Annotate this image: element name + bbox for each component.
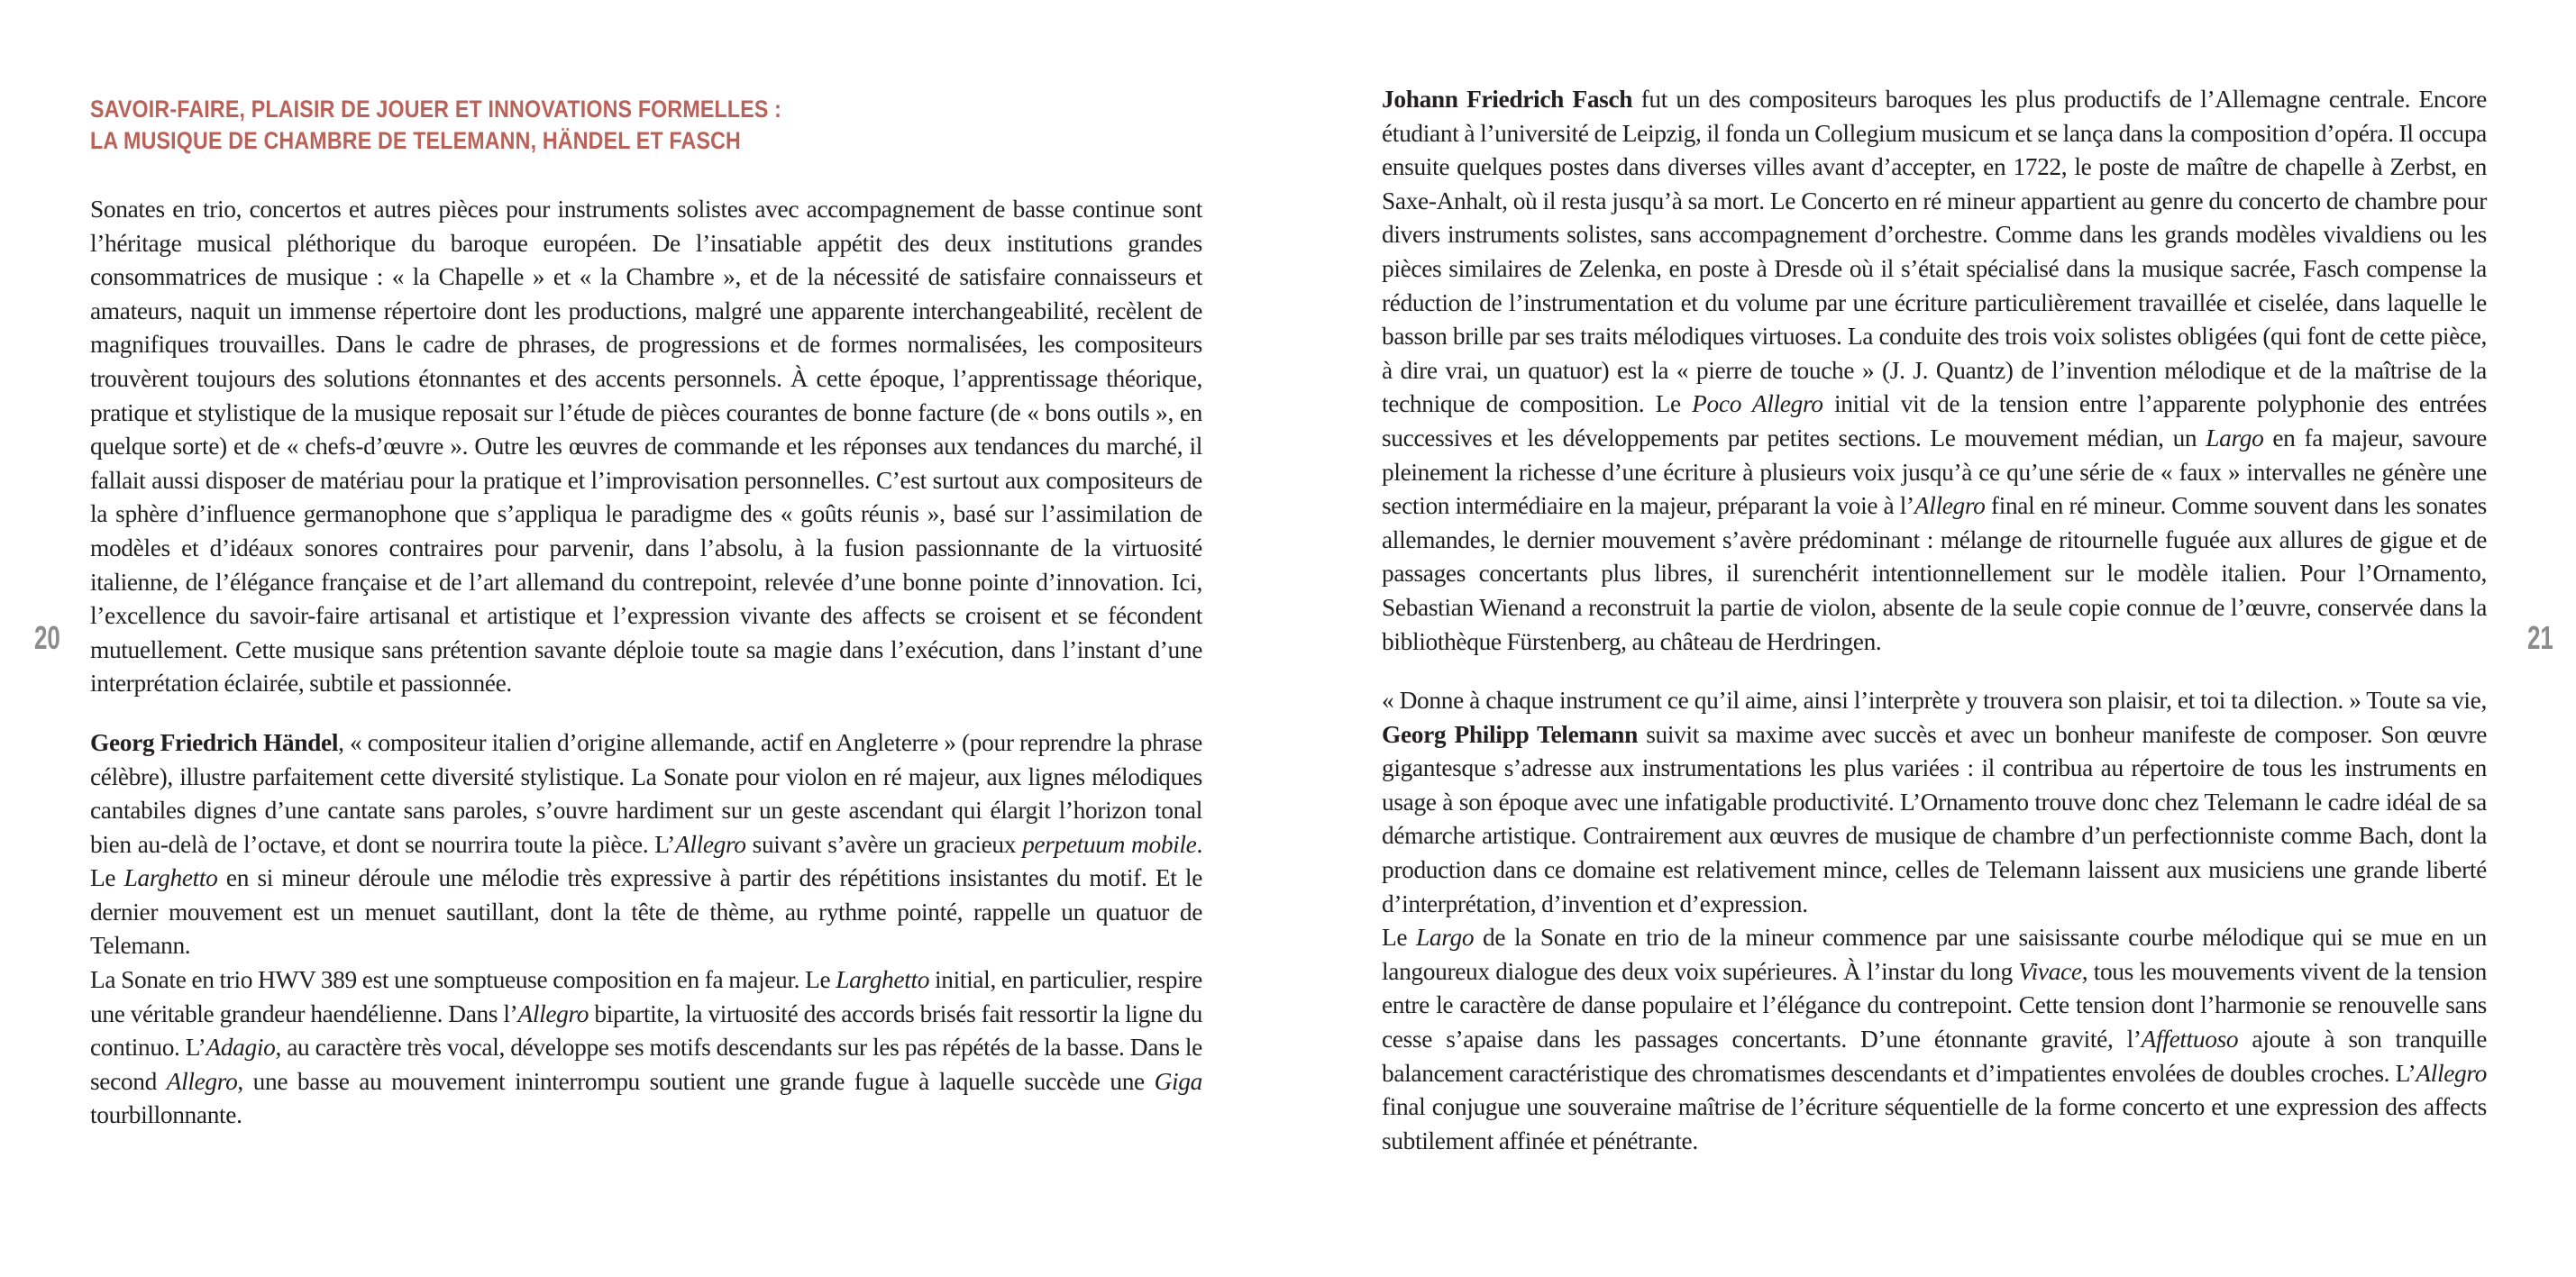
emphasized-term: Allegro xyxy=(1914,492,1986,520)
right-text-column xyxy=(1382,83,2487,1158)
composer-name: Johann Friedrich Fasch xyxy=(1382,86,1633,113)
right-page xyxy=(1288,0,2576,1277)
body-paragraph xyxy=(90,963,1202,1133)
emphasized-term: Allegro xyxy=(517,999,589,1027)
page-number-right: 21 xyxy=(2527,619,2553,656)
body-paragraph xyxy=(1382,921,2487,1158)
paragraph-text: « Donne à chaque instrument ce qu’il aime, ainsi l’interprète y trouvera son plaisir, et toi ta dilection. » Toute sa vie, xyxy=(1382,687,2487,715)
paragraph-text: bipartite, la virtuosité des accords brisés fait ressortir la ligne du continuo. L’ xyxy=(90,999,1202,1062)
paragraph-text: , au caractère très vocal, développe ses motifs descendants sur les pas répétés de la basse. Dans le second xyxy=(90,1034,1202,1095)
emphasized-term: Allegro xyxy=(2416,1059,2487,1087)
section-title-line-2: LA MUSIQUE DE CHAMBRE DE TELEMANN, HÄNDEL ET FASCH xyxy=(90,127,741,154)
emphasized-term: Giga xyxy=(1154,1067,1202,1095)
paragraph-text: suivant s’avère un gracieux xyxy=(745,830,1023,858)
paragraph-text: , une basse au mouvement ininterrompu soutient une grande fugue à laquelle succède une xyxy=(237,1067,1155,1095)
paragraph-text: . Le xyxy=(90,830,1202,892)
emphasized-term: Larghetto xyxy=(836,966,930,994)
body-paragraph xyxy=(90,726,1202,963)
paragraph-text: , tous les mouvements vivent de la tension entre le caractère de danse populaire et l’élégance du contrepoint. Cette tension dont l’harmonie se renouvelle sans cesse s’apaise dans les passages concertants. D’une étonnante gravité, l’ xyxy=(1382,957,2488,1054)
paragraph-text: en fa majeur, savoure pleinement la richesse d’une écriture à plusieurs voix jusqu’à ce qu’une série de « faux » intervalles ne génère une section intermédiaire en la majeur, préparant la voie à l’ xyxy=(1382,424,2487,520)
paragraph-text: de la Sonate en trio de la mineur commence par une saisissante courbe mélodique qui se mue en un langoureux dialogue des deux voix supérieures. À l’instar du long xyxy=(1382,924,2487,985)
paragraph-text: fut un des compositeurs baroques les plus productifs de l’Allemagne centrale. Encore étudiant à l’université de Leipzig, il fonda un Collegium musicum et se lança dans la composition d’opéra. Il occupa ensuite quelques postes dans diverses villes avant d’accepter, en 1722, le poste de maître de chapelle à Zerbst, en Saxe-Anhalt, où il resta jusqu’à sa mort. Le Concerto en ré mineur appartient au genre du concerto de chambre pour divers instruments solistes, sans accompagnement d’orchestre. Comme dans les grands modèles vivaldiens ou les pièces similaires de Zelenka, en poste à Dresde où il s’était spécialisé dans la musique sacrée, Fasch compense la réduction de l’instrumentation et du volume par une écriture particulièrement travaillée et ciselée, dans laquelle le basson brille par ses traits mélodiques virtuoses. La conduite des trois voix solistes obligées (qui font de cette pièce, à dire vrai, un quatuor) est la « pierre de touche » (J. J. Quantz) de l’invention mélodique et de la maîtrise de la technique de composition. Le xyxy=(1382,86,2487,418)
paragraph-text: en si mineur déroule une mélodie très expressive à partir des répétitions insistantes du motif. Et le dernier mouvement est un menuet sautillant, dont la tête de thème, au rythme pointé, rappelle un quatuor de Telemann. xyxy=(90,864,1202,960)
page-number-left: 20 xyxy=(34,619,60,656)
paragraph-text: Sonates en trio, concertos et autres pièces pour instruments solistes avec accompagnement de basse continue sont l’héritage musical pléthorique du baroque européen. De l’insatiable appétit des deux institutions grandes consommatrices de musique : « la Chapelle » et « la Chambre », et de la nécessité de satisfaire connaisseurs et amateurs, naquit un immense répertoire dont les productions, malgré une apparente interchangeabilité, recèlent de magnifiques trouvailles. Dans le cadre de phrases, de progressions et de formes normalisées, les compositeurs trouvèrent toujours des solutions étonnantes et des accents personnels. À cette époque, l’apprentissage théorique, pratique et stylistique de la musique reposait sur l’étude de pièces courantes de bonne facture (de « bons outils », en quelque sorte) et de « chefs-d’œuvre ». Outre les œuvres de commande et les réponses aux tendances du marché, il fallait aussi disposer de matériau pour la pratique et l’improvisation personnelles. C’est surtout aux compositeurs de la sphère d’influence germanophone que s’appliqua le paradigme des « goûts réunis », basé sur l’assimilation de modèles et d’idéaux sonores contraires pour parvenir, dans l’absolu, à la fusion passionnante de la virtuosité italienne, de l’élégance française et de l’art allemand du contrepoint, relevée d’une bonne pointe d’innovation. Ici, l’excellence du savoir-faire artisanal et artistique et l’expression vivante des affects se croisent et se fécondent mutuellement. Cette musique sans prétention savante déploie toute sa magie dans l’exécution, dans l’instant d’une interprétation éclairée, subtile et passionnée. xyxy=(90,196,1202,698)
paragraph-text: suivit sa maxime avec succès et avec un bonheur manifeste de composer. Son œuvre gigantesque s’adresse aux instrumentations les plus variées : il contribua au répertoire de tous les instruments en usage à son époque avec une infatigable productivité. L’Ornamento trouve donc chez Telemann le cadre idéal de sa démarche artistique. Contrairement aux œuvres de musique de chambre d’un perfectionniste comme Bach, dont la production dans ce domaine est relativement mince, celles de Telemann laissent aux musiciens une grande liberté d’interprétation, d’invention et d’expression. xyxy=(1382,720,2487,917)
body-paragraph xyxy=(1382,83,2487,659)
emphasized-term: perpetuum mobile xyxy=(1022,830,1197,858)
paragraph-text: initial, en particulier, respire une véritable grandeur haendélienne. Dans l’ xyxy=(90,966,1202,1027)
section-title xyxy=(90,94,1051,157)
section-title-line-1: SAVOIR-FAIRE, PLAISIR DE JOUER ET INNOVATIONS FORMELLES : xyxy=(90,96,782,123)
body-paragraph xyxy=(90,193,1202,701)
paragraph-text: ajoute à son tranquille balancement caractéristique des chromatismes descendants et d’impatientes envolées de doubles croches. L’ xyxy=(1382,1026,2487,1087)
emphasized-term: Larghetto xyxy=(123,864,218,892)
emphasized-term: Vivace xyxy=(2018,957,2082,985)
composer-name: Georg Philipp Telemann xyxy=(1382,720,1638,748)
paragraph-text: La Sonate en trio HWV 389 est une somptueuse composition en fa majeur. Le xyxy=(90,966,836,994)
paragraph-text: tourbillonnante. xyxy=(90,1101,242,1129)
composer-name: Georg Friedrich Händel xyxy=(90,728,339,756)
paragraph-text: final en ré mineur. Comme souvent dans les sonates allemandes, le dernier mouvement s’avère prédominant : mélange de ritournelle fuguée aux allures de gigue et de passages concertants plus libres, il surenchérit intentionnellement sur le modèle italien. Pour l’Ornamento, Sebastian Wienand a reconstruit la partie de violon, absente de la seule copie connue de l’œuvre, conservée dans la bibliothèque Fürstenberg, au château de Herdringen. xyxy=(1382,492,2487,655)
emphasized-term: Allegro xyxy=(674,830,746,858)
left-text-column xyxy=(90,193,1202,1133)
emphasized-term: Affettuoso xyxy=(2141,1026,2239,1054)
paragraph-text: final conjugue une souveraine maîtrise de l’écriture séquentielle de la forme concerto et une expression des affects subtilement affinée et pénétrante. xyxy=(1382,1093,2487,1154)
emphasized-term: Largo xyxy=(1416,924,1475,952)
paragraph-text: initial vit de la tension entre l’apparente polyphonie des entrées successives et les développements par petites sections. Le mouvement médian, un xyxy=(1382,390,2487,452)
emphasized-term: Largo xyxy=(2206,424,2264,452)
emphasized-term: Poco Allegro xyxy=(1692,390,1823,418)
paragraph-text: , « compositeur italien d’origine allemande, actif en Angleterre » (pour reprendre la phrase célèbre), illustre parfaitement cette diversité stylistique. La Sonate pour violon en ré majeur, aux lignes mélodiques cantabiles dignes d’une cantate sans paroles, s’ouvre hardiment sur un geste ascendant qui élargit l’horizon tonal bien au-delà de l’octave, et dont se nourrira toute la pièce. L’ xyxy=(90,728,1202,858)
body-paragraph xyxy=(1382,684,2487,921)
emphasized-term: Adagio xyxy=(206,1034,276,1062)
paragraph-text: Le xyxy=(1382,924,1417,952)
emphasized-term: Allegro xyxy=(166,1067,238,1095)
